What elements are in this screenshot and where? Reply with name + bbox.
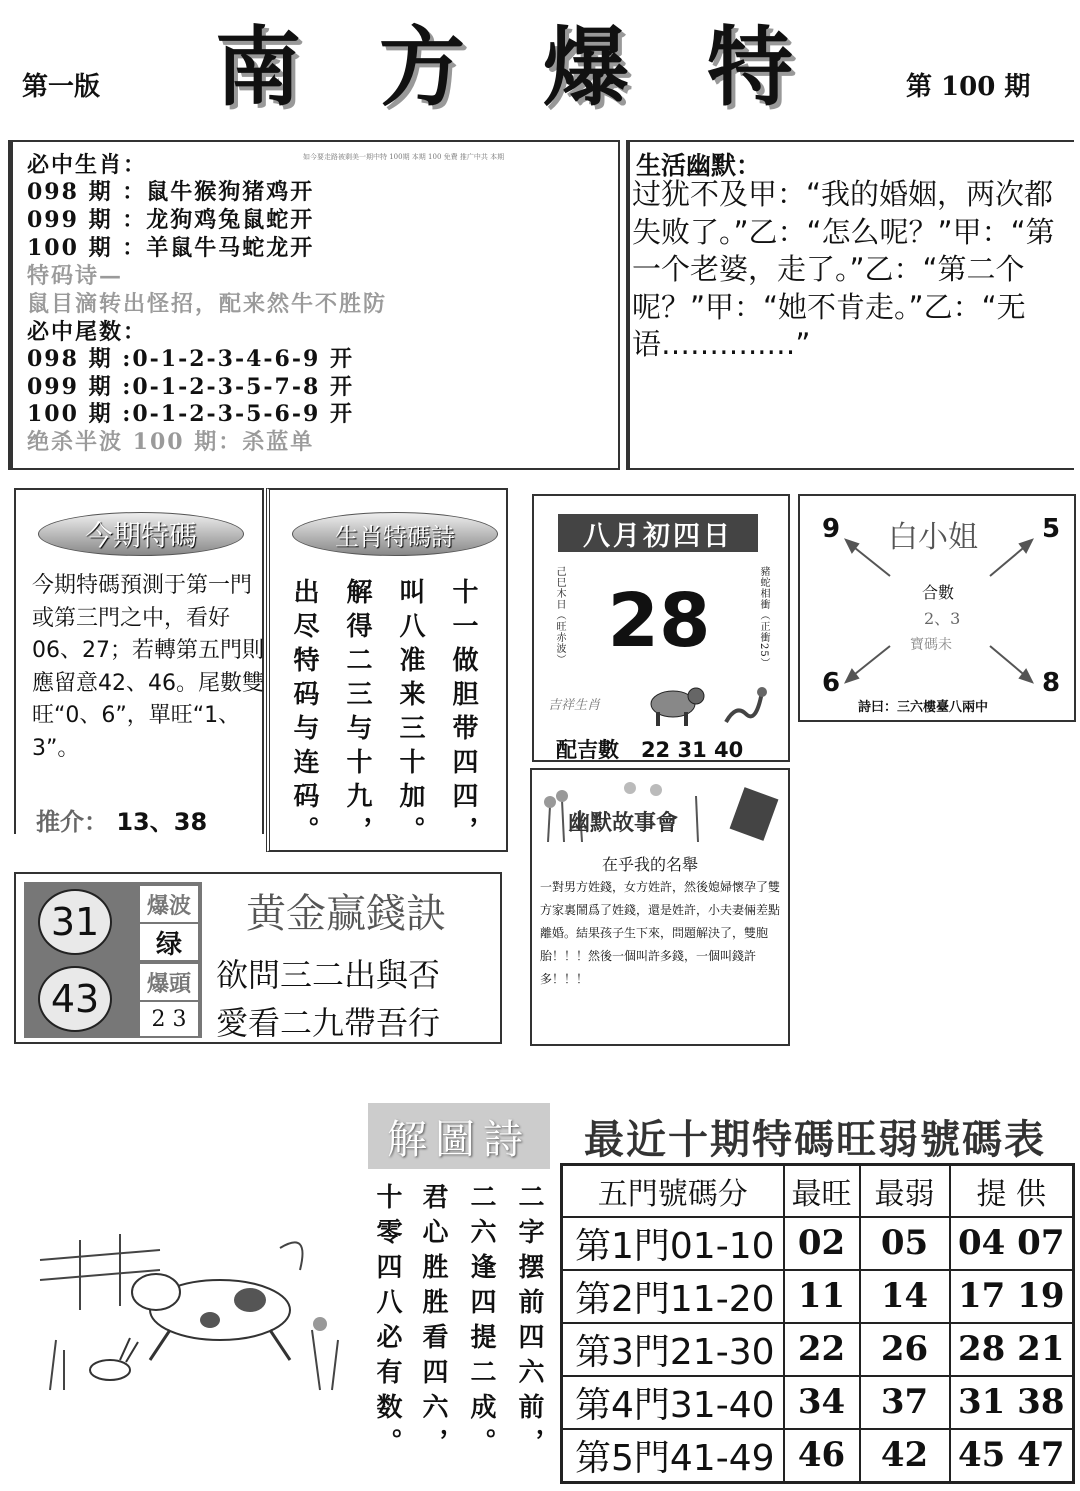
- lucky-numbers-row: [556, 734, 743, 764]
- table-title: 最近十期特碼旺弱號碼表: [584, 1117, 1046, 1163]
- table-row: [562, 1323, 1074, 1376]
- weak-cell: 42: [860, 1429, 950, 1483]
- strong-cell: 11: [784, 1270, 860, 1323]
- lady-title: 白小姐: [888, 520, 978, 555]
- zodiac-line: 098 期 ：鼠牛猴狗猪鸡开: [27, 179, 315, 205]
- calendar-day: 28: [607, 578, 711, 664]
- lady-poem: 詩曰：三六樓臺八兩中: [858, 700, 989, 715]
- poem-line: 鼠目滴转出怪招，配来然牛不胜防: [27, 291, 388, 317]
- today-body: 今期特碼預測于第一門或第三門之中，看好06、27；若轉第五門則應留意42、46。尾數雙旺“0、6”，單旺“1、3”。: [32, 573, 264, 761]
- humor-story-box: [530, 768, 790, 1046]
- gold-number-grid: [24, 882, 202, 1038]
- gold-digits: 2 3: [140, 1002, 198, 1036]
- poem-column: 解得二三与十九，: [342, 578, 372, 850]
- strong-cell: 22: [784, 1323, 860, 1376]
- weak-cell: 05: [860, 1217, 950, 1270]
- gold-line: 欲問三二出與否: [216, 956, 441, 994]
- lucky-label: 配吉數: [556, 738, 619, 762]
- door-cell: 第4門31-40: [562, 1376, 784, 1429]
- gold-title: 黄金赢錢訣: [246, 891, 446, 937]
- explanation-column: 十零四八必有数。: [372, 1183, 402, 1463]
- provide-cell: 28 21: [950, 1323, 1074, 1376]
- tail-line: 099 期 :0-1-2-3-5-7-8 开: [27, 374, 354, 400]
- poem-column: 十一做胆带四四，: [448, 578, 478, 850]
- today-special-box: [14, 488, 264, 834]
- calendar-left-note: 己巳木日（旺赤波）: [554, 566, 565, 665]
- lucky-numbers: 22 31 40: [640, 738, 744, 762]
- strong-cell: 34: [784, 1376, 860, 1429]
- weak-cell: 14: [860, 1270, 950, 1323]
- explanation-title: 解圖詩: [368, 1103, 550, 1169]
- gold-color: 绿: [140, 924, 198, 960]
- ball-number: 43: [38, 966, 112, 1032]
- zodiac-line: 099 期 ：龙狗鸡兔鼠蛇开: [27, 207, 315, 233]
- gold-winning-box: [14, 872, 502, 1044]
- tail-title: 必中尾数：: [27, 319, 148, 345]
- masthead-char: 南: [215, 18, 303, 118]
- issue-number: 第 100 期: [906, 72, 1031, 102]
- header-cell: 最旺: [784, 1165, 860, 1217]
- humor-body: 过犹不及甲：“我的婚姻，两次都失败了。”乙：“怎么呢？”甲：“第一个老婆，走了。”乙：“第二个呢？”甲：“她不肯走。”乙：“无语………..…”: [632, 177, 1055, 361]
- strong-cell: 02: [784, 1217, 860, 1270]
- header-cell: 五門號碼分: [562, 1165, 784, 1217]
- tail-line: 098 期 :0-1-2-3-4-6-9 开: [27, 346, 354, 372]
- zodiac-poem-title: 生肖特碼詩: [292, 512, 498, 556]
- explanation-column: 二字摆前四六前，: [514, 1183, 544, 1463]
- number-table: [560, 1163, 1075, 1484]
- poem-column: 叫八准来三十加。: [395, 578, 425, 850]
- header-cell: 提 供: [950, 1165, 1074, 1217]
- provide-cell: 31 38: [950, 1376, 1074, 1429]
- masthead-char: 爆: [543, 18, 631, 118]
- gold-line: 愛看二九帶吾行: [216, 1004, 441, 1042]
- ball-number: 31: [38, 889, 112, 955]
- humor-title: 生活幽默：: [636, 151, 762, 180]
- recommend-label: 推介：: [36, 808, 108, 836]
- door-cell: 第2門11-20: [562, 1270, 784, 1323]
- corner-number: 9: [822, 514, 841, 544]
- table-row: [562, 1429, 1074, 1483]
- provide-cell: 04 07: [950, 1217, 1074, 1270]
- door-cell: 第5門41-49: [562, 1429, 784, 1483]
- corner-number: 6: [822, 668, 841, 698]
- provide-cell: 17 19: [950, 1270, 1074, 1323]
- kill-line: 绝杀半波 100 期：杀蓝单: [27, 429, 315, 455]
- edition-label: 第一版: [22, 72, 101, 102]
- story-title: 幽默故事會: [568, 810, 679, 836]
- strong-cell: 46: [784, 1429, 860, 1483]
- ox-snake-icon: [638, 682, 778, 728]
- gold-label: 爆頭: [140, 964, 198, 1000]
- table-row: [562, 1217, 1074, 1270]
- explanation-poem-box: [368, 1103, 550, 1479]
- lady-note: 寶碼未: [910, 637, 952, 653]
- life-humor-box: [626, 140, 1074, 470]
- corner-number: 5: [1042, 514, 1061, 544]
- masthead-char: 方: [379, 18, 467, 118]
- story-subtitle: 在乎我的名舉: [602, 855, 699, 874]
- explanation-column: 二六逢四提二成。: [466, 1183, 496, 1463]
- provide-cell: 45 47: [950, 1429, 1074, 1483]
- poem-label: 特码诗—: [27, 263, 124, 289]
- fine-print: 如今要走路被剩美一期中特 100期 本期 100 免費 推广中共 本期: [303, 153, 505, 161]
- zodiac-poem-box: [266, 488, 508, 852]
- combo-value: 2、3: [924, 609, 961, 628]
- explanation-column: 君心胜胜看四六，: [418, 1183, 448, 1463]
- story-body: 一對男方姓錢，女方姓許，然後媳婦懷孕了雙方家裏鬧爲了姓錢，還是姓許，小夫妻倆差點離婚。結果孩子生下來，問題解決了，雙胞胎！！！然後一個叫許多錢，一個叫錢許多！！！: [540, 880, 781, 986]
- zodiac-prediction-box: [8, 140, 620, 470]
- tail-line: 100 期 :0-1-2-3-5-6-9 开: [27, 401, 354, 427]
- door-cell: 第1門01-10: [562, 1217, 784, 1270]
- table-row: [562, 1270, 1074, 1323]
- today-title: 今期特碼: [38, 512, 244, 556]
- dog-rabbit-illustration: [20, 1220, 360, 1410]
- masthead-char: 特: [707, 18, 795, 118]
- zodiac-line: 100 期 ：羊鼠牛马蛇龙开: [27, 235, 315, 261]
- masthead-title: [215, 0, 795, 120]
- door-cell: 第3門21-30: [562, 1323, 784, 1376]
- calendar-box: [532, 494, 790, 762]
- header-cell: 最弱: [860, 1165, 950, 1217]
- lunar-date: 八月初四日: [558, 514, 758, 552]
- recommend-row: [36, 802, 207, 837]
- weak-cell: 37: [860, 1376, 950, 1429]
- recommend-value: 13、38: [116, 808, 208, 836]
- combo-label: 合數: [922, 583, 955, 602]
- white-lady-box: [798, 494, 1076, 722]
- calendar-right-note: 豬蛇相衝（正衝25）: [758, 566, 769, 669]
- zodiac-title: 必中生肖：: [27, 152, 148, 178]
- lucky-zodiac-text: 吉祥生肖: [548, 698, 601, 713]
- weak-cell: 26: [860, 1323, 950, 1376]
- corner-number: 8: [1042, 668, 1061, 698]
- table-row: [562, 1376, 1074, 1429]
- poem-column: 出尽特码与连码。: [289, 578, 319, 850]
- table-header-row: [562, 1165, 1074, 1217]
- gold-label: 爆波: [140, 886, 198, 922]
